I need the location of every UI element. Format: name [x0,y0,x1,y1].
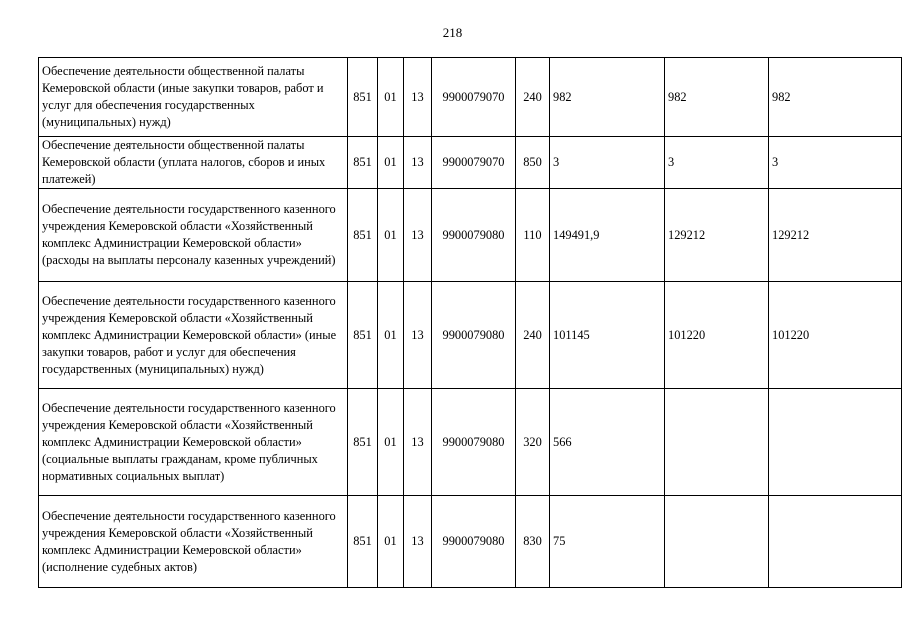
amount-year-1: 3 [550,137,665,189]
amount-year-3: 3 [769,137,902,189]
subsection-code: 13 [404,137,432,189]
amount-year-1: 101145 [550,282,665,389]
row-description: Обеспечение деятельности государственного казенного учреждения Кемеровской области «Хозяйственный комплекс Администрации Кемеровской области» (социальные выплаты гражданам, кроме публичных нормативных социальных выплат) [39,389,348,496]
amount-year-1: 982 [550,58,665,137]
amount-year-2: 982 [665,58,769,137]
ministry-code: 851 [348,137,378,189]
expense-type-code: 240 [516,282,550,389]
page-number: 218 [442,25,463,40]
subsection-code: 13 [404,389,432,496]
target-article-code: 9900079080 [432,389,516,496]
target-article-code: 9900079080 [432,189,516,282]
row-description: Обеспечение деятельности государственного казенного учреждения Кемеровской области «Хозяйственный комплекс Администрации Кемеровской области» (расходы на выплаты персоналу казенных учреждений) [39,189,348,282]
table-row [39,58,902,137]
amount-year-1: 149491,9 [550,189,665,282]
section-code: 01 [378,137,404,189]
target-article-code: 9900079080 [432,282,516,389]
expense-type-code: 850 [516,137,550,189]
subsection-code: 13 [404,58,432,137]
subsection-code: 13 [404,496,432,588]
amount-year-3: 129212 [769,189,902,282]
table-row [39,189,902,282]
table-row [39,282,902,389]
amount-year-2: 129212 [665,189,769,282]
ministry-code: 851 [348,282,378,389]
ministry-code: 851 [348,189,378,282]
amount-year-3 [769,389,902,496]
amount-year-2: 3 [665,137,769,189]
amount-year-2 [665,496,769,588]
row-description: Обеспечение деятельности общественной палаты Кемеровской области (уплата налогов, сборов и иных платежей) [39,137,348,189]
row-description: Обеспечение деятельности государственного казенного учреждения Кемеровской области «Хозяйственный комплекс Администрации Кемеровской области» (исполнение судебных актов) [39,496,348,588]
amount-year-3: 101220 [769,282,902,389]
row-description: Обеспечение деятельности общественной палаты Кемеровской области (иные закупки товаров, работ и услуг для обеспечения государственных (муниципальных) нужд) [39,58,348,137]
expense-type-code: 240 [516,58,550,137]
section-code: 01 [378,496,404,588]
expense-type-code: 320 [516,389,550,496]
target-article-code: 9900079070 [432,58,516,137]
expense-type-code: 830 [516,496,550,588]
amount-year-2: 101220 [665,282,769,389]
section-code: 01 [378,282,404,389]
section-code: 01 [378,389,404,496]
ministry-code: 851 [348,58,378,137]
amount-year-3 [769,496,902,588]
table-row [39,496,902,588]
amount-year-1: 75 [550,496,665,588]
target-article-code: 9900079080 [432,496,516,588]
subsection-code: 13 [404,189,432,282]
table-row [39,389,902,496]
ministry-code: 851 [348,389,378,496]
target-article-code: 9900079070 [432,137,516,189]
budget-table [38,57,902,588]
table-row [39,137,902,189]
section-code: 01 [378,58,404,137]
expense-type-code: 110 [516,189,550,282]
amount-year-1: 566 [550,389,665,496]
amount-year-3: 982 [769,58,902,137]
row-description: Обеспечение деятельности государственного казенного учреждения Кемеровской области «Хозяйственный комплекс Администрации Кемеровской области» (иные закупки товаров, работ и услуг для обеспечения государственных (муниципальных) нужд) [39,282,348,389]
subsection-code: 13 [404,282,432,389]
ministry-code: 851 [348,496,378,588]
section-code: 01 [378,189,404,282]
amount-year-2 [665,389,769,496]
